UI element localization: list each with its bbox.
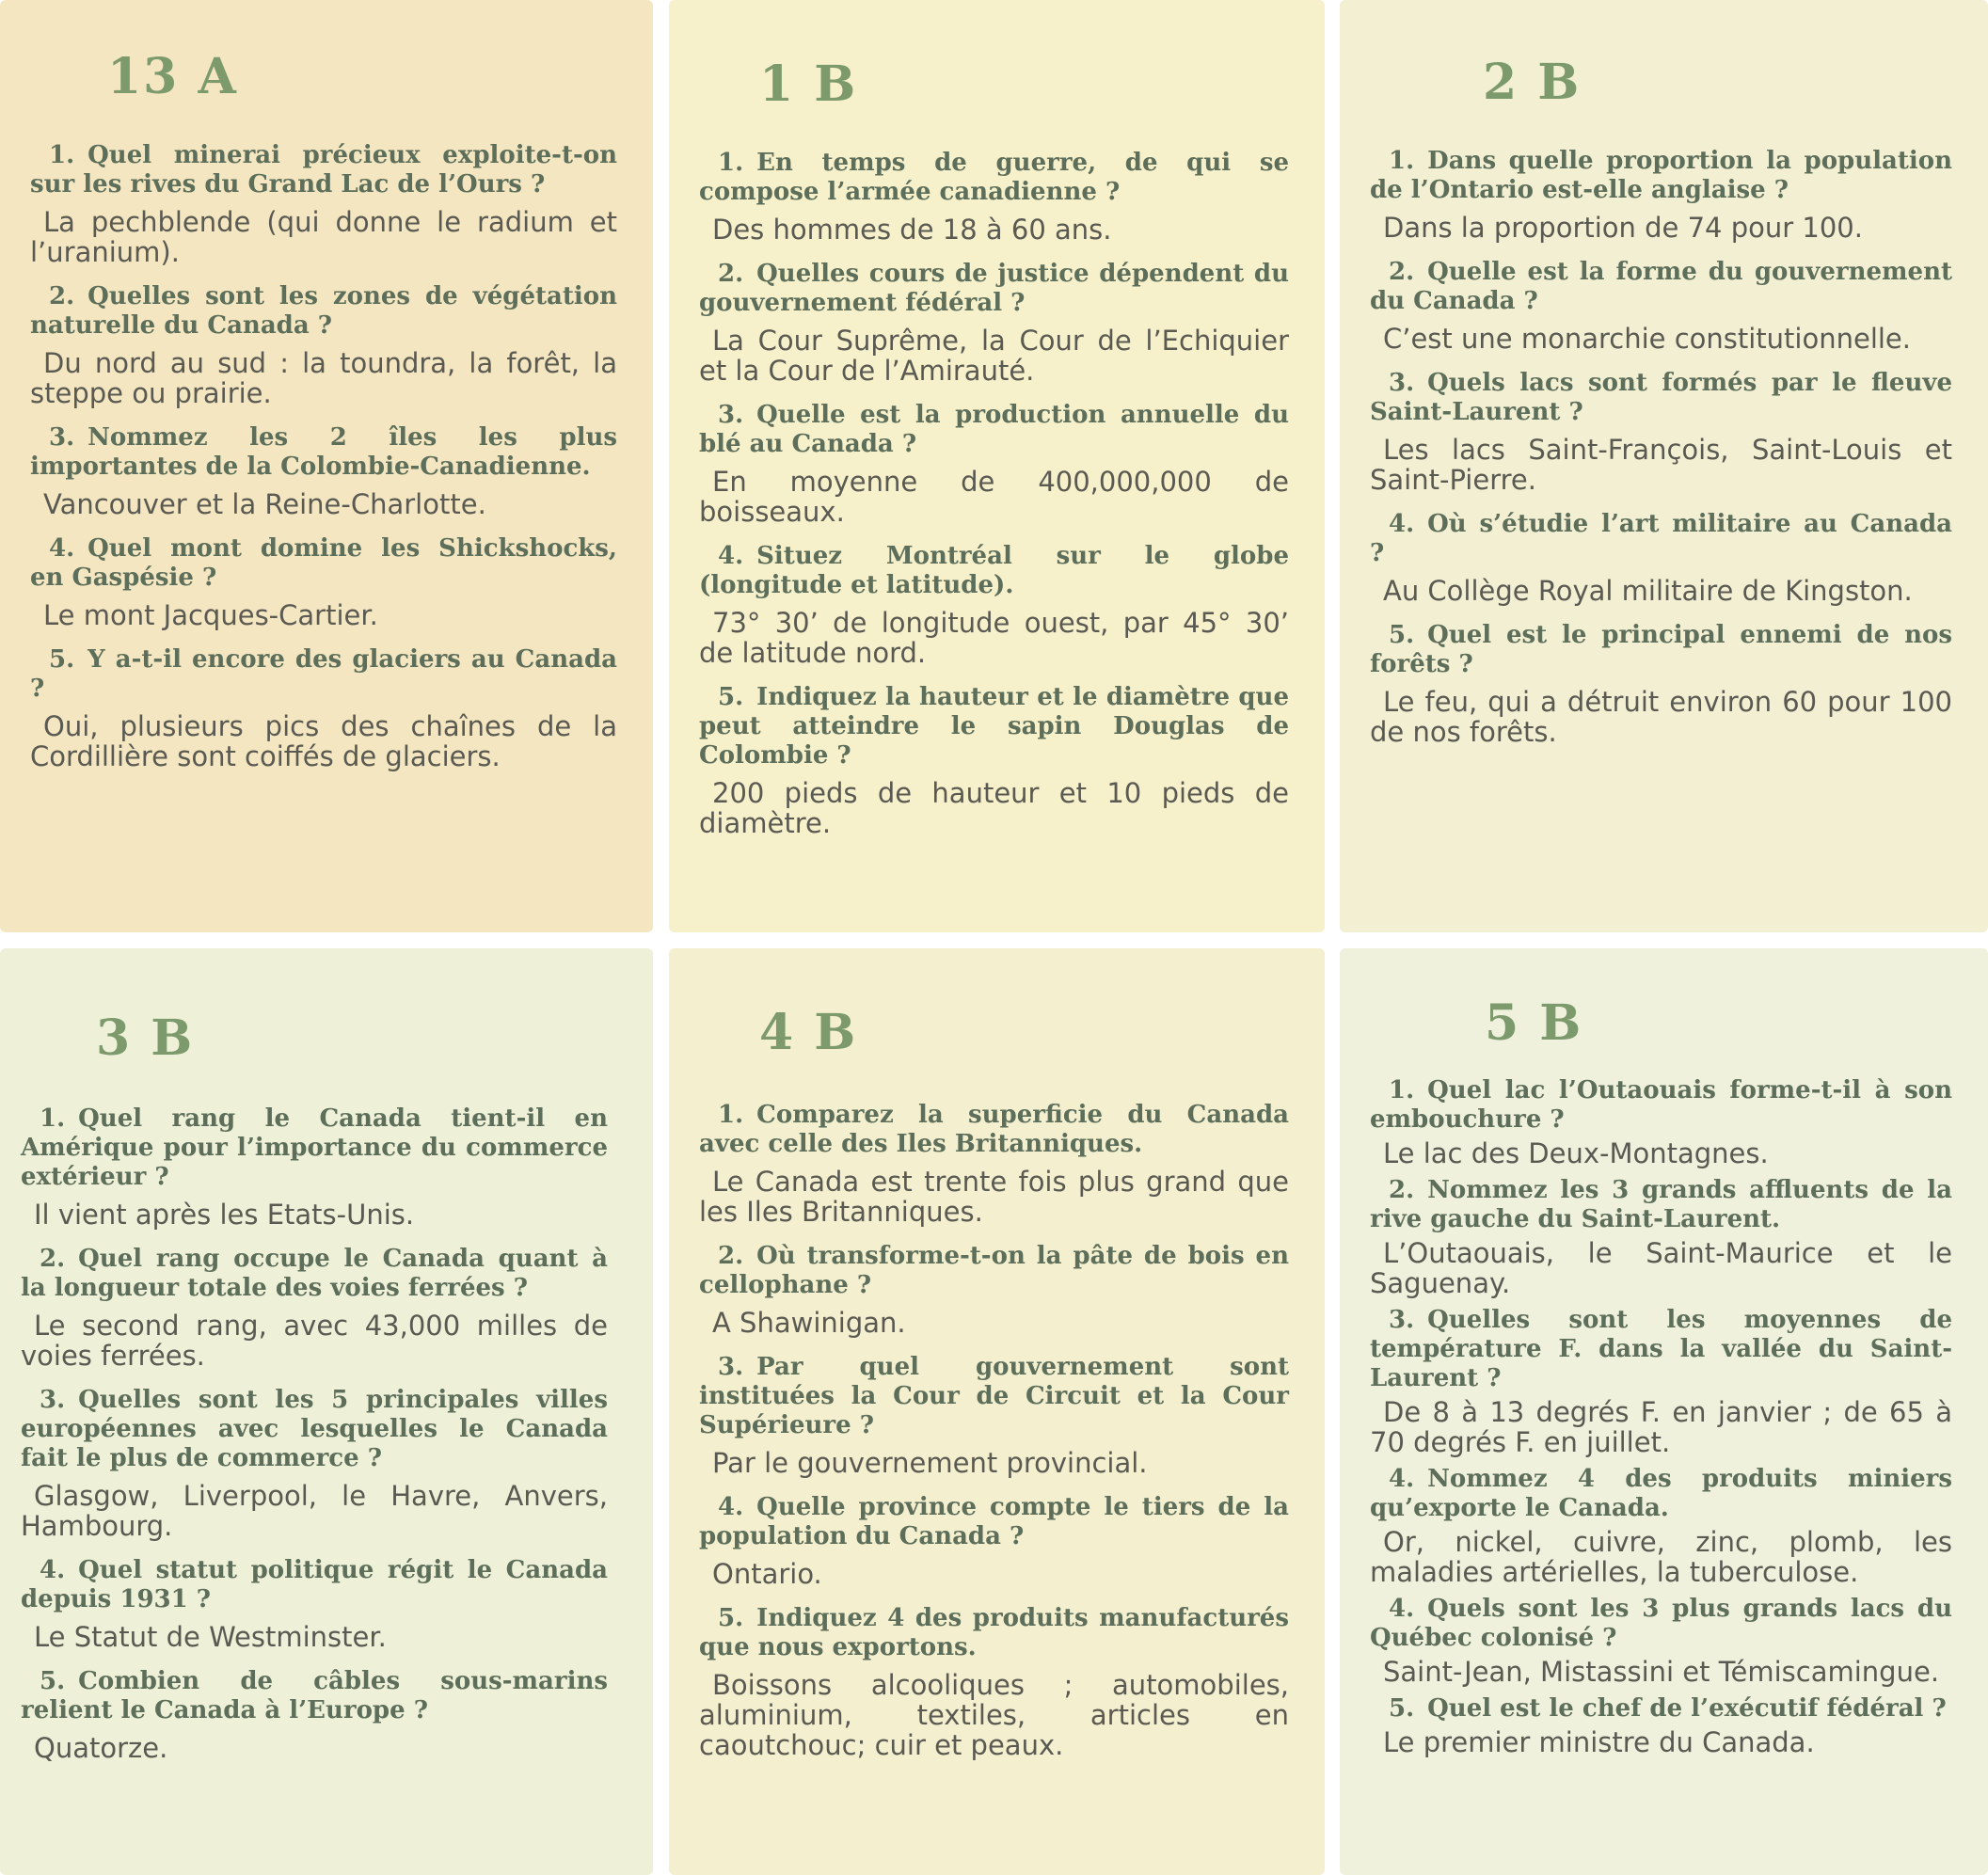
question: 2. Où transforme-t-on la pâte de bois en cellophane ? (699, 1242, 1289, 1299)
qa-item (1370, 621, 1952, 747)
answer: Au Collège Royal militaire de Kingston. (1383, 575, 1913, 607)
qa-item (21, 1386, 608, 1541)
quiz-card-4b (669, 948, 1325, 1875)
answer: Le Statut de Westminster. (34, 1621, 387, 1653)
question: 1. En temps de guerre, de qui se compose l’armée canadienne ? (699, 149, 1289, 206)
qa-item (30, 423, 617, 519)
question: 3. Quelle est la production annuelle du blé au Canada ? (699, 401, 1289, 458)
qa-item (699, 401, 1289, 527)
question: 1. Dans quelle proportion la population de l’Ontario est-elle anglaise ? (1370, 147, 1952, 204)
question: 2. Nommez les 3 grands affluents de la rive gauche du Saint-Laurent. (1370, 1176, 1952, 1233)
qa-item (699, 1101, 1289, 1227)
question: 5. Y a-t-il encore des glaciers au Canada ? (30, 645, 617, 703)
answer: Oui, plusieurs pics des chaînes de la Cordillière sont coiffés de glaciers. (30, 710, 617, 772)
qa-item (21, 1556, 608, 1652)
qa-item (30, 141, 617, 267)
answer: Le premier ministre du Canada. (1383, 1726, 1815, 1758)
question: 4. Quels sont les 3 plus grands lacs du Québec colonisé ? (1370, 1595, 1952, 1652)
card-title: 4 B (759, 1004, 858, 1061)
quiz-card-13a (0, 0, 653, 932)
qa-item (1370, 1465, 1952, 1587)
qa-item (699, 683, 1289, 838)
answer: Ontario. (712, 1558, 822, 1590)
question: 3. Par quel gouvernement sont instituées la Cour de Circuit et la Cour Supérieure ? (699, 1353, 1289, 1439)
question: 2. Quel rang occupe le Canada quant à la longueur totale des voies ferrées ? (21, 1245, 608, 1302)
question: 4. Quelle province compte le tiers de la population du Canada ? (699, 1493, 1289, 1550)
question: 1. Quel lac l’Outaouais forme-t-il à son embouchure ? (1370, 1076, 1952, 1134)
qa-item (30, 645, 617, 771)
answer: L’Outaouais, le Saint-Maurice et le Saguenay. (1370, 1237, 1952, 1299)
answer: Par le gouvernement provincial. (712, 1447, 1148, 1479)
question: 4. Situez Montréal sur le globe (longitude et latitude). (699, 542, 1289, 599)
question: 5. Indiquez la hauteur et le diamètre que peut atteindre le sapin Douglas de Colombie ? (699, 683, 1289, 770)
answer: De 8 à 13 degrés F. en janvier ; de 65 à 70 degrés F. en juillet. (1370, 1396, 1952, 1458)
card-title: 13 A (107, 48, 238, 105)
answer: En moyenne de 400,000,000 de boisseaux. (699, 466, 1289, 528)
answer: 200 pieds de hauteur et 10 pieds de diamètre. (699, 777, 1289, 839)
qa-item (21, 1667, 608, 1763)
qa-item (699, 542, 1289, 668)
question: 5. Quel est le principal ennemi de nos forêts ? (1370, 621, 1952, 678)
question: 3. Nommez les 2 îles les plus importantes de la Colombie-Canadienne. (30, 423, 617, 481)
qa-item (1370, 1176, 1952, 1298)
answer: Le mont Jacques-Cartier. (43, 599, 378, 631)
qa-item (1370, 1595, 1952, 1687)
qa-item (1370, 258, 1952, 354)
answer: Glasgow, Liverpool, le Havre, Anvers, Hambourg. (21, 1480, 608, 1542)
answer: Le second rang, avec 43,000 milles de voies ferrées. (21, 1310, 608, 1372)
answer: Il vient après les Etats-Unis. (34, 1199, 415, 1231)
question: 5. Quel est le chef de l’exécutif fédéral ? (1389, 1694, 1947, 1723)
qa-item (1370, 1694, 1952, 1757)
answer: Saint-Jean, Mistassini et Témiscamingue. (1383, 1656, 1940, 1688)
qa-item (30, 282, 617, 408)
answer: 73° 30’ de longitude ouest, par 45° 30’ de latitude nord. (699, 607, 1289, 669)
quiz-card-2b (1340, 0, 1988, 932)
answer: C’est une monarchie constitutionnelle. (1383, 323, 1911, 355)
qa-item (1370, 1306, 1952, 1457)
question: 4. Quel statut politique régit le Canada depuis 1931 ? (21, 1556, 608, 1613)
question: 4. Où s’étudie l’art militaire au Canada ? (1370, 510, 1952, 567)
answer: Boissons alcooliques ; automobiles, aluminium, textiles, articles en caoutchouc; cuir et peaux. (699, 1669, 1289, 1761)
quiz-card-5b (1340, 948, 1988, 1875)
question: 2. Quelles sont les zones de végétation naturelle du Canada ? (30, 282, 617, 340)
question: 2. Quelle est la forme du gouvernement du Canada ? (1370, 258, 1952, 315)
answer: Vancouver et la Reine-Charlotte. (43, 488, 486, 520)
answer: Des hommes de 18 à 60 ans. (712, 214, 1112, 246)
qa-item (699, 149, 1289, 245)
qa-item (699, 1242, 1289, 1338)
quiz-card-3b (0, 948, 653, 1875)
qa-item (699, 260, 1289, 386)
question: 4. Quel mont domine les Shickshocks, en Gaspésie ? (30, 534, 617, 592)
question: 5. Indiquez 4 des produits manufacturés que nous exportons. (699, 1604, 1289, 1661)
qa-item (699, 1604, 1289, 1760)
question: 4. Nommez 4 des produits miniers qu’exporte le Canada. (1370, 1465, 1952, 1522)
answer: Les lacs Saint-François, Saint-Louis et Saint-Pierre. (1370, 434, 1952, 496)
answer: Du nord au sud : la toundra, la forêt, la steppe ou prairie. (30, 347, 617, 409)
qa-item (1370, 510, 1952, 606)
question: 3. Quels lacs sont formés par le fleuve Saint-Laurent ? (1370, 369, 1952, 426)
question: 1. Quel minerai précieux exploite-t-on sur les rives du Grand Lac de l’Ours ? (30, 141, 617, 199)
answer: Le feu, qui a détruit environ 60 pour 100 de nos forêts. (1370, 686, 1952, 748)
question: 5. Combien de câbles sous-marins relient le Canada à l’Europe ? (21, 1667, 608, 1724)
qa-item (699, 1493, 1289, 1589)
answer: La Cour Suprême, la Cour de l’Echiquier et la Cour de l’Amirauté. (699, 325, 1289, 387)
qa-item (1370, 1076, 1952, 1168)
card-title: 3 B (96, 1009, 195, 1067)
card-title: 5 B (1485, 994, 1583, 1052)
card-title: 2 B (1483, 54, 1582, 111)
qa-item (699, 1353, 1289, 1478)
quiz-card-1b (669, 0, 1325, 932)
question: 3. Quelles sont les 5 principales villes européennes avec lesquelles le Canada fait le plus de commerce ? (21, 1386, 608, 1472)
answer: Quatorze. (34, 1732, 168, 1764)
question: 1. Comparez la superficie du Canada avec celle des Iles Britanniques. (699, 1101, 1289, 1158)
answer: La pechblende (qui donne le radium et l’uranium). (30, 206, 617, 268)
qa-item (30, 534, 617, 630)
answer: Or, nickel, cuivre, zinc, plomb, les maladies artérielles, la tuberculose. (1370, 1526, 1952, 1588)
card-title: 1 B (759, 56, 858, 113)
question: 2. Quelles cours de justice dépendent du gouvernement fédéral ? (699, 260, 1289, 317)
qa-item (21, 1245, 608, 1371)
answer: Le Canada est trente fois plus grand que les Iles Britanniques. (699, 1166, 1289, 1228)
answer: A Shawinigan. (712, 1307, 906, 1339)
qa-item (21, 1104, 608, 1230)
qa-item (1370, 147, 1952, 243)
qa-item (1370, 369, 1952, 495)
answer: Le lac des Deux-Montagnes. (1383, 1137, 1769, 1169)
question: 1. Quel rang le Canada tient-il en Amérique pour l’importance du commerce extérieur ? (21, 1104, 608, 1191)
answer: Dans la proportion de 74 pour 100. (1383, 212, 1863, 244)
question: 3. Quelles sont les moyennes de température F. dans la vallée du Saint-Laurent ? (1370, 1306, 1952, 1392)
